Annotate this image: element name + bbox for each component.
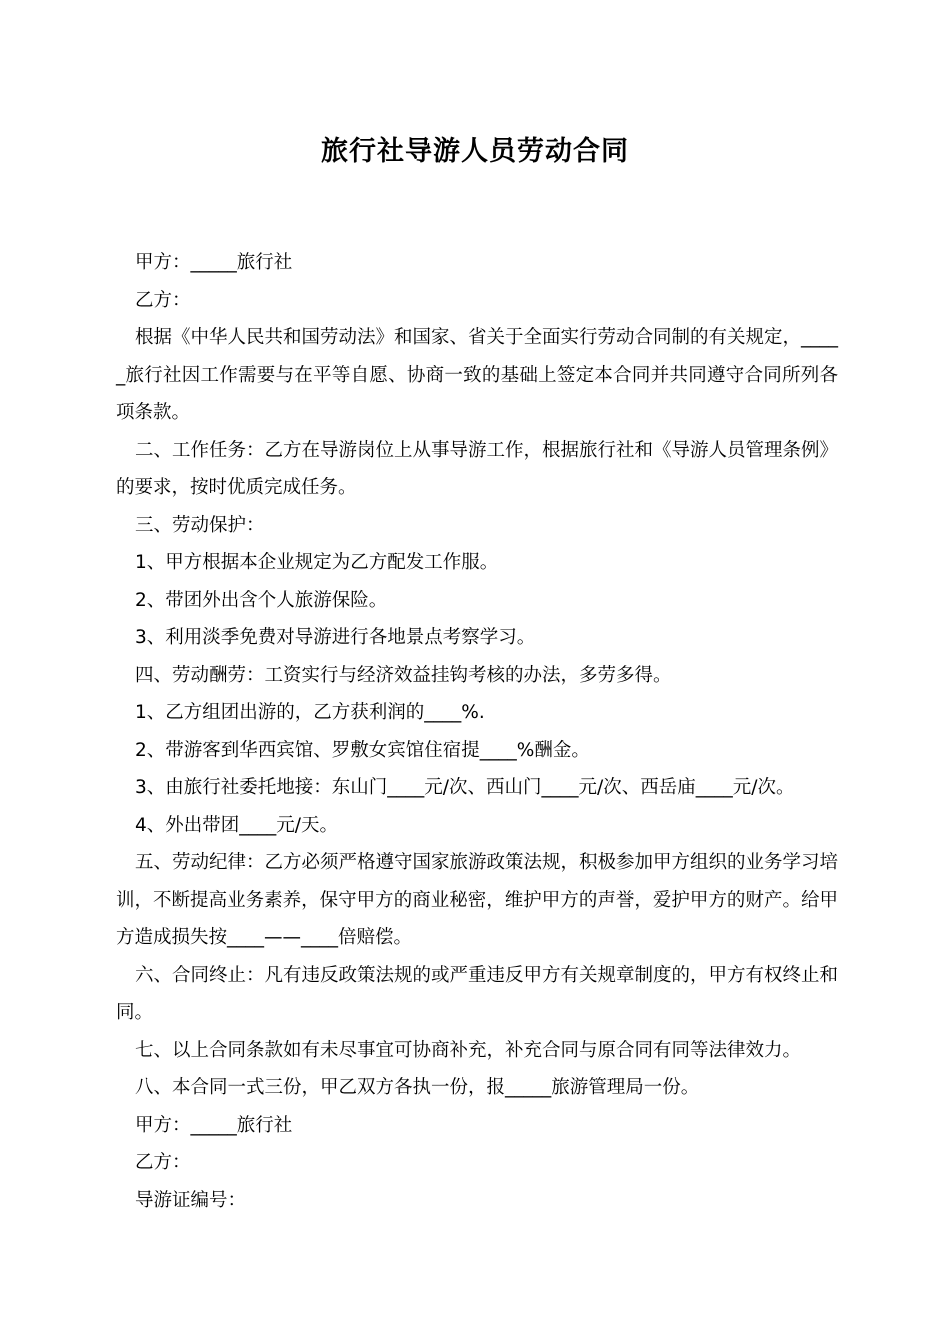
- document-title: 旅行社导游人员劳动合同: [321, 136, 629, 167]
- remuneration-item-3: 3、由旅行社委托地接：东山门____元/次、西山门____元/次、西岳庙____元/次。: [135, 777, 795, 798]
- party-b-line: 乙方：: [135, 289, 191, 311]
- clause-copies: 八、本合同一式三份，甲乙双方各执一份，报_____旅游管理局一份。: [135, 1077, 700, 1098]
- guide-license-number: 导游证编号：: [135, 1189, 247, 1211]
- remuneration-item-1: 1、乙方组团出游的，乙方获利润的____%.: [135, 702, 485, 723]
- protection-item-3: 3、利用淡季免费对导游进行各地景点考察学习。: [135, 627, 536, 648]
- contract-body: [116, 244, 838, 1219]
- clause-termination: 六、合同终止：凡有违反政策法规的或严重违反甲方有关规章制度的，甲方有权终止和同。: [116, 964, 839, 1023]
- preamble-paragraph: 根据《中华人民共和国劳动法》和国家、省关于全面实行劳动合同制的有关规定，_____旅行社因工作需要与在平等自愿、协商一致的基础上签定本合同并共同遵守合同所列各项条款。: [116, 327, 839, 423]
- clause-labor-discipline: 五、劳动纪律：乙方必须严格遵守国家旅游政策法规，积极参加甲方组织的业务学习培训，不断提高业务素养，保守甲方的商业秘密，维护甲方的声誉，爱护甲方的财产。给甲方造成损失按____——____倍赔偿。: [116, 852, 839, 948]
- clause-remuneration: 四、劳动酬劳：工资实行与经济效益挂钩考核的办法，多劳多得。: [135, 664, 672, 686]
- remuneration-item-4: 4、外出带团____元/天。: [135, 814, 339, 836]
- clause-supplement: 七、以上合同条款如有未尽事宜可协商补充，补充合同与原合同有同等法律效力。: [135, 1039, 802, 1061]
- signature-party-b: 乙方：: [135, 1152, 191, 1173]
- clause-labor-protection: 三、劳动保护：: [135, 514, 265, 536]
- clause-work-tasks: 二、工作任务：乙方在导游岗位上从事导游工作，根据旅行社和《导游人员管理条例》的要求，按时优质完成任务。: [116, 439, 839, 498]
- protection-item-2: 2、带团外出含个人旅游保险。: [135, 589, 388, 611]
- signature-party-a: 甲方：_____旅行社: [135, 1114, 293, 1136]
- remuneration-item-2: 2、带游客到华西宾馆、罗敷女宾馆住宿提____%酬金。: [135, 739, 590, 761]
- protection-item-1: 1、甲方根据本企业规定为乙方配发工作服。: [135, 552, 499, 573]
- party-a-line: 甲方：_____旅行社: [135, 252, 293, 273]
